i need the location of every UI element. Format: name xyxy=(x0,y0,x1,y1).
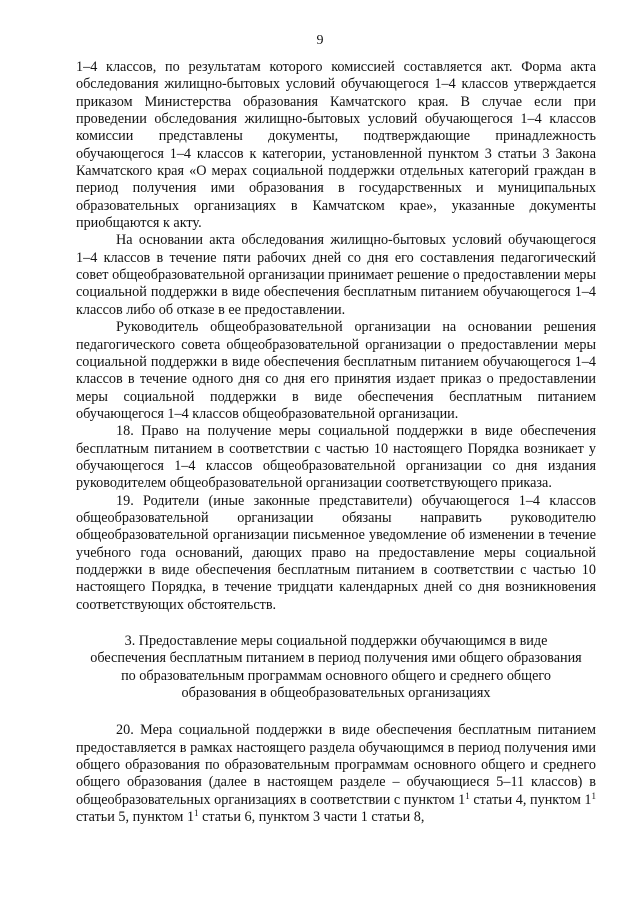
paragraph-pedagogical-council-decision: На основании акта обследования жилищно-бытовых условий обучающегося 1–4 классов в течение пяти рабочих дней со дня его составления педагогический совет общеобразовательной организации принимает решение о предоставлении меры социальной поддержки в виде обеспечения бесплатным питанием обучающегося 1–4 классов либо об отказе в ее предоставлении. xyxy=(76,232,596,318)
superscript-2: 1 xyxy=(591,790,596,801)
paragraph-20-text-part-2: статьи 4, пунктом 1 xyxy=(469,791,592,808)
paragraph-18: 18. Право на получение меры социальной поддержки в виде обеспечения бесплатным питанием в соответствии с частью 10 настоящего Порядка возникает у обучающегося 1–4 классов общеобразовательной организации со дня издания руководителем общеобразовательной организации соответствующего приказа. xyxy=(76,423,596,492)
paragraph-20-text-part-3: статьи 5, пунктом 1 xyxy=(76,809,195,826)
section-heading: 3. Предоставление меры социальной поддержки обучающимся в виде обеспечения бесплатным питанием в период получения ими общего образования по образовательным программам основного общего и среднего общего образования в общеобразовательных организациях xyxy=(90,633,582,702)
superscript-3: 1 xyxy=(194,808,199,819)
page-number: 9 xyxy=(316,33,324,48)
paragraph-20-text-part-4: статьи 6, пунктом 3 части 1 статьи 8, xyxy=(198,809,425,826)
superscript-1: 1 xyxy=(465,790,470,801)
document-body xyxy=(76,59,596,826)
paragraph-19: 19. Родители (иные законные представители) обучающегося 1–4 классов общеобразовательной организации обязаны направить руководителю общеобразовательной организации письменное уведомление об изменении в течение учебного года оснований, дающих право на предоставление меры социальной поддержки в виде обеспечения бесплатным питанием в соответствии с частью 10 настоящего Порядка, в течение тридцати календарных дней со дня возникновения соответствующих обстоятельств. xyxy=(76,492,596,613)
paragraph-director-order: Руководитель общеобразовательной организации на основании решения педагогического совета общеобразовательной организации о предоставлении меры социальной поддержки в виде обеспечения бесплатным питанием обучающегося 1–4 классов в течение одного дня со дня его принятия издает приказ о предоставлении меры социальной поддержки в виде обеспечения бесплатным питанием обучающегося 1–4 классов общеобразовательной организации. xyxy=(76,319,596,422)
paragraph-20 xyxy=(76,722,596,826)
paragraph-20-text-part-1: 20. Мера социальной поддержки в виде обеспечения бесплатным питанием предоставляется в рамках настоящего раздела обучающимся в период получения ими общего образования по образовательным программам основного общего и среднего общего образования (далее в настоящем разделе – обучающиеся 5–11 классов) в общеобразовательных организациях в соответствии с пунктом 1 xyxy=(76,722,596,808)
paragraph-continuation: 1–4 классов, по результатам которого комиссией составляется акт. Форма акта обследования жилищно-бытовых условий обучающегося 1–4 классов утверждается приказом Министерства образования Камчатского края. В случае если при проведении обследования жилищно-бытовых условий обучающегося 1–4 классов комиссии представлены документы, подтверждающие принадлежность обучающегося 1–4 классов к категории, установленной пунктом 3 статьи 3 Закона Камчатского края «О мерах социальной поддержки отдельных категорий граждан в период получения ими образования в государственных и муниципальных образовательных организациях в Камчатском крае», указанные документы приобщаются к акту. xyxy=(76,59,596,232)
